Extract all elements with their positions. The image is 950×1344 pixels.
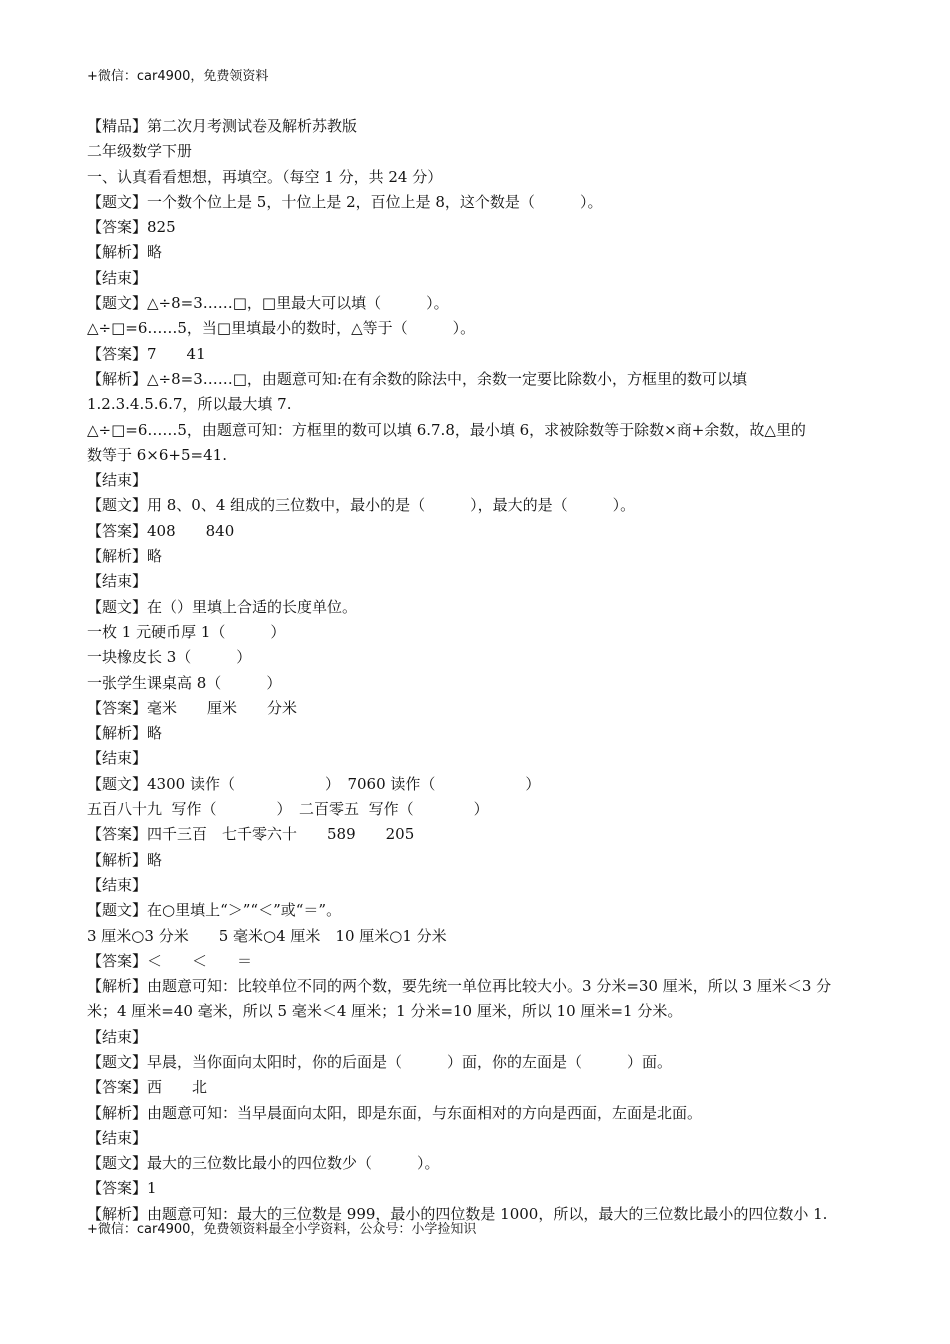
question-text: 一张学生课桌高 8（ ） xyxy=(87,673,282,692)
analysis-text: 【解析】略 xyxy=(87,724,163,743)
question-text: 【题文】在○里填上“＞”“＜”或“＝”。 xyxy=(87,901,342,920)
analysis-text: 【解析】△÷8=3……□，由题意可知:在有余数的除法中，余数一定要比除数小，方框里的数可以填 xyxy=(87,369,747,388)
end-marker: 【结束】 xyxy=(87,1027,148,1046)
end-marker: 【结束】 xyxy=(87,471,148,490)
document-body xyxy=(87,114,877,1227)
page-footer: +微信：car4900，免费领资料最全小学资料，公众号：小学捡知识 xyxy=(87,1222,477,1237)
answer-text: 【答案】毫米 厘米 分米 xyxy=(87,698,298,717)
question-text: 【题文】用 8、0、4 组成的三位数中，最小的是（ ），最大的是（ ）。 xyxy=(87,496,636,515)
analysis-text: 【解析】略 xyxy=(87,547,163,566)
question-text: 五百八十九 写作（ ） 二百零五 写作（ ） xyxy=(87,800,489,819)
question-text: 【题文】4300 读作（ ） 7060 读作（ ） xyxy=(87,774,541,793)
answer-text: 【答案】825 xyxy=(87,218,176,237)
analysis-text: 【解析】由题意可知：当早晨面向太阳，即是东面，与东面相对的方向是西面，左面是北面。 xyxy=(87,1103,703,1122)
answer-text: 【答案】1 xyxy=(87,1179,157,1198)
end-marker: 【结束】 xyxy=(87,572,148,591)
end-marker: 【结束】 xyxy=(87,268,148,287)
question-text: 【题文】一个数个位上是 5，十位上是 2，百位上是 8，这个数是（ ）。 xyxy=(87,192,603,211)
question-text: 3 厘米○3 分米 5 毫米○4 厘米 10 厘米○1 分米 xyxy=(87,926,447,945)
page-header: +微信：car4900，免费领资料 xyxy=(87,69,269,84)
question-text: 【题文】最大的三位数比最小的四位数少（ ）。 xyxy=(87,1154,440,1173)
question-text: 【题文】在（）里填上合适的长度单位。 xyxy=(87,597,358,616)
analysis-text: 1.2.3.4.5.6.7，所以最大填 7. xyxy=(87,395,292,414)
analysis-text: 【解析】略 xyxy=(87,850,163,869)
question-text: 【题文】早晨，当你面向太阳时，你的后面是（ ）面，你的左面是（ ）面。 xyxy=(87,1052,673,1071)
question-text: 一块橡皮长 3（ ） xyxy=(87,648,252,667)
question-text: 一枚 1 元硬币厚 1（ ） xyxy=(87,622,286,641)
end-marker: 【结束】 xyxy=(87,749,148,768)
analysis-text: 【解析】由题意可知：比较单位不同的两个数，要先统一单位再比较大小。3 分米=30 厘米，所以 3 厘米＜3 分 xyxy=(87,977,832,996)
answer-text: 【答案】西 北 xyxy=(87,1078,208,1097)
answer-text: 【答案】四千三百 七千零六十 589 205 xyxy=(87,825,415,844)
question-text: △÷□=6……5，当□里填最小的数时，△等于（ ）。 xyxy=(87,319,476,338)
question-text: 【题文】△÷8=3……□，□里最大可以填（ ）。 xyxy=(87,294,449,313)
doc-title: 【精品】第二次月考测试卷及解析苏教版 xyxy=(87,117,358,135)
analysis-text: 数等于 6×6+5=41. xyxy=(87,445,227,464)
section-heading: 一、认真看看想想，再填空。（每空 1 分，共 24 分） xyxy=(87,167,443,186)
analysis-text: 【解析】略 xyxy=(87,243,163,262)
answer-text: 【答案】＜ ＜ ＝ xyxy=(87,951,253,970)
analysis-text: △÷□=6……5，由题意可知：方框里的数可以填 6.7.8，最小填 6，求被除数等于除数×商+余数，故△里的 xyxy=(87,420,806,439)
doc-subtitle: 二年级数学下册 xyxy=(87,142,193,161)
answer-text: 【答案】7 41 xyxy=(87,344,206,363)
analysis-text: 【解析】由题意可知：最大的三位数是 999，最小的四位数是 1000，所以，最大的三位数比最小的四位数小 1. xyxy=(87,1204,828,1223)
analysis-text: 米；4 厘米=40 毫米，所以 5 毫米＜4 厘米；1 分米=10 厘米，所以 10 厘米=1 分米。 xyxy=(87,1002,683,1021)
end-marker: 【结束】 xyxy=(87,1128,148,1147)
end-marker: 【结束】 xyxy=(87,875,148,894)
answer-text: 【答案】408 840 xyxy=(87,521,235,540)
